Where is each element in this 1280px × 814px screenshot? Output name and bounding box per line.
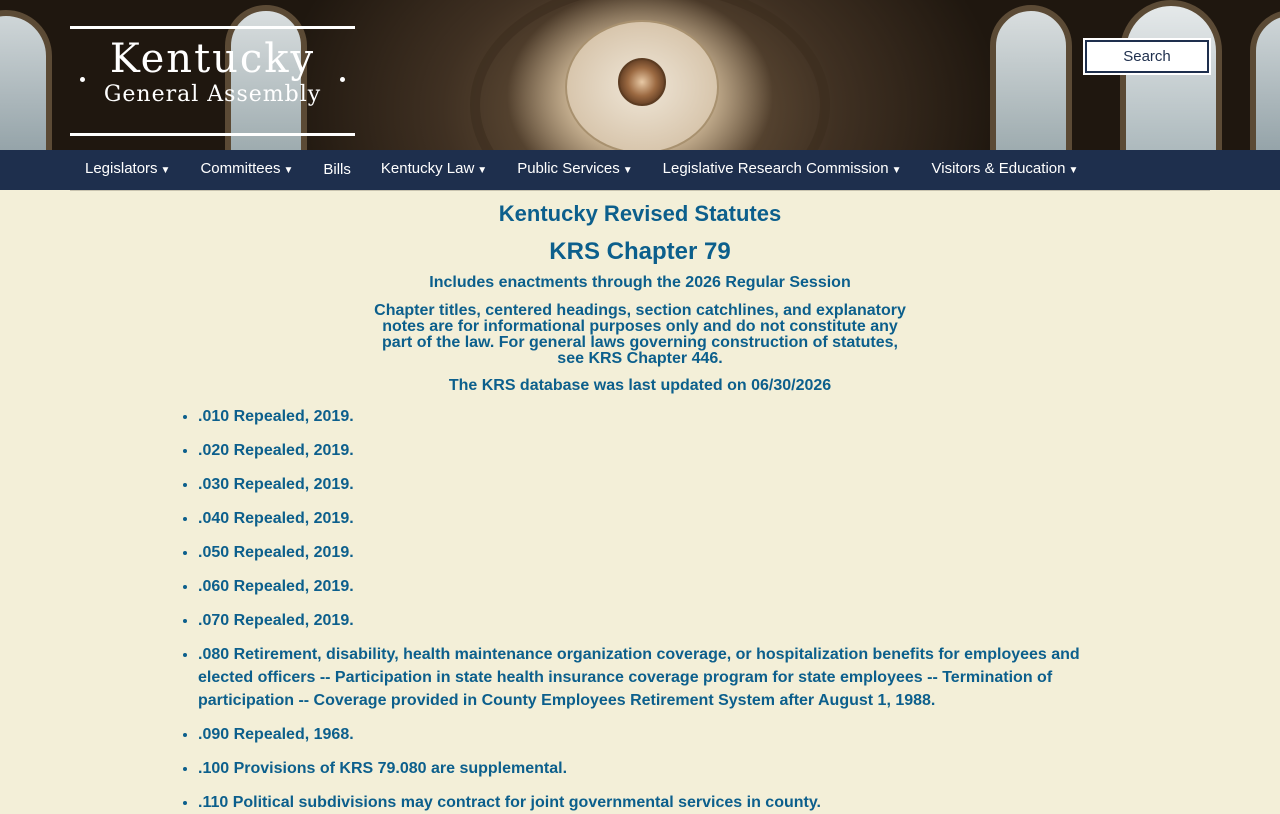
nav-item-kentucky-law[interactable] [366, 149, 502, 191]
section-list [0, 405, 1098, 814]
enactments-note: Includes enactments through the 2026 Regular Session [429, 274, 851, 291]
nav-item-label: Bills [323, 161, 351, 178]
list-item [198, 609, 1098, 632]
section-link[interactable]: .070 Repealed, 2019. [198, 612, 354, 629]
main-content [0, 190, 1280, 814]
search-button[interactable]: Search [1085, 40, 1209, 73]
section-link[interactable]: .020 Repealed, 2019. [198, 442, 354, 459]
page-title: Kentucky Revised Statutes [498, 201, 782, 226]
section-link[interactable]: .030 Repealed, 2019. [198, 476, 354, 493]
dome-rosette [618, 58, 666, 106]
nav-item-legislators[interactable] [70, 149, 185, 191]
list-item [198, 473, 1098, 496]
list-item [198, 757, 1098, 780]
section-link[interactable]: .010 Repealed, 2019. [198, 408, 354, 425]
section-link[interactable]: .050 Repealed, 2019. [198, 544, 354, 561]
section-link[interactable]: .100 Provisions of KRS 79.080 are supplemental. [198, 760, 568, 777]
list-item [198, 541, 1098, 564]
logo-subtitle: General Assembly [103, 82, 322, 107]
nav-item-label: Public Services [517, 160, 620, 177]
list-item [198, 723, 1098, 746]
section-link[interactable]: .080 Retirement, disability, health maintenance organization coverage, or hospitalization benefits for employees and elected officers -- Participation in state health insurance coverage program for state employees -- Termination of participation -- Coverage provided in County Employees Retirement System after August 1, 1988. [198, 646, 1080, 709]
disclaimer-note: Chapter titles, centered headings, section catchlines, and explanatory notes are for informational purposes only and do not constitute any part of the law. For general laws governing construction of statutes, see KRS Chapter 446. [374, 302, 906, 367]
list-item [198, 791, 1098, 814]
window-arch [1250, 10, 1280, 150]
nav-item-committees[interactable] [185, 149, 308, 191]
nav-item-label: Committees [200, 160, 281, 177]
logo-title: Kentucky [109, 36, 316, 82]
last-updated: The KRS database was last updated on 06/30/2026 [448, 377, 832, 394]
window-arch [1120, 0, 1222, 150]
nav-item-label: Visitors & Education [931, 160, 1066, 177]
nav-item-label: Legislators [85, 160, 158, 177]
window-arch [0, 10, 52, 150]
nav-item-label: Legislative Research Commission [662, 160, 889, 177]
chapter-title: KRS Chapter 79 [549, 238, 731, 265]
window-arch [990, 5, 1072, 150]
logo-dot [340, 77, 345, 82]
caret-down-icon: ▼ [891, 165, 902, 176]
nav-item-legislative-research-commission[interactable] [648, 149, 917, 191]
caret-down-icon: ▼ [1068, 165, 1079, 176]
caret-down-icon: ▼ [283, 165, 294, 176]
list-item [198, 439, 1098, 462]
section-link[interactable]: .060 Repealed, 2019. [198, 578, 354, 595]
header-banner [0, 0, 1280, 150]
caret-down-icon: ▼ [160, 165, 171, 176]
nav-item-label: Kentucky Law [380, 160, 475, 177]
section-link[interactable]: .090 Repealed, 1968. [198, 726, 354, 743]
caret-down-icon: ▼ [477, 165, 488, 176]
nav-item-visitors-education[interactable] [917, 149, 1094, 191]
caret-down-icon: ▼ [622, 165, 633, 176]
list-item [198, 643, 1098, 712]
list-item [198, 575, 1098, 598]
logo-dot [80, 77, 85, 82]
nav-item-bills[interactable] [308, 150, 366, 190]
site-logo[interactable] [70, 26, 355, 136]
nav-item-public-services[interactable] [502, 149, 647, 191]
section-link[interactable]: .110 Political subdivisions may contract for joint governmental services in county. [198, 794, 821, 811]
section-link[interactable]: .040 Repealed, 2019. [198, 510, 354, 527]
main-nav [0, 150, 1280, 190]
list-item [198, 405, 1098, 428]
list-item [198, 507, 1098, 530]
